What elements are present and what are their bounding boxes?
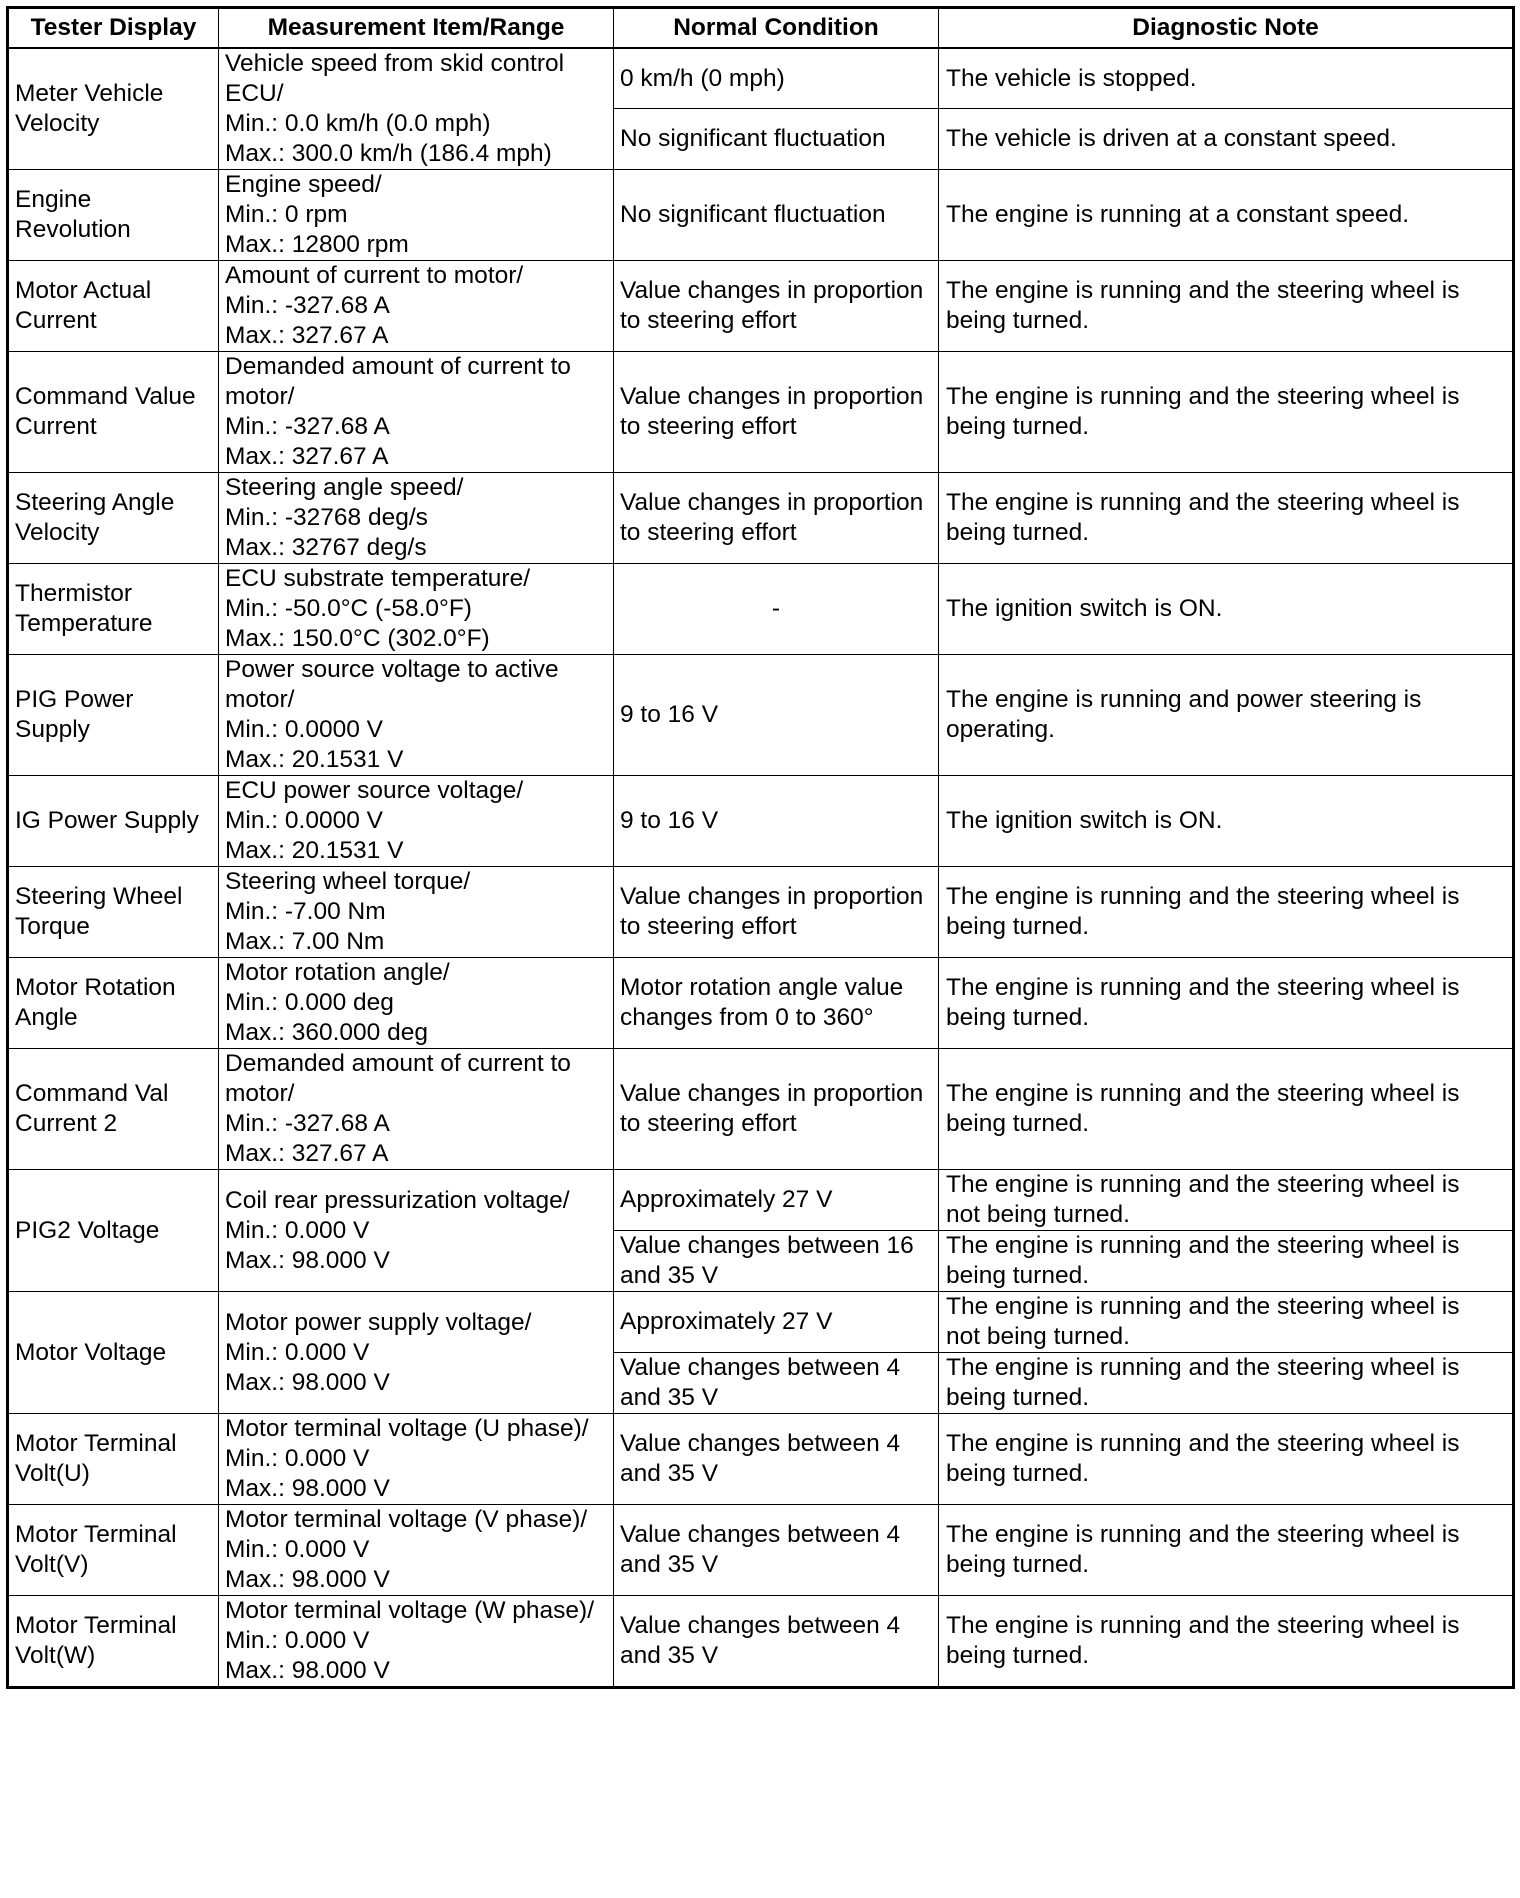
tester-display-cell: Motor Terminal Volt(W) [8, 1596, 219, 1688]
diagnostic-note-cell: The engine is running and the steering wheel is not being turned. [939, 1170, 1514, 1231]
diagnostic-note-cell: The engine is running and the steering wheel is being turned. [939, 1414, 1514, 1505]
diagnostic-note-cell: The engine is running and the steering wheel is not being turned. [939, 1292, 1514, 1353]
diagnostic-note-cell: The vehicle is stopped. [939, 48, 1514, 109]
table-row [8, 261, 1514, 352]
table-row [8, 564, 1514, 655]
measurement-range-cell: Steering angle speed/ Min.: -32768 deg/s Max.: 32767 deg/s [219, 473, 614, 564]
diagnostic-note-cell: The ignition switch is ON. [939, 564, 1514, 655]
normal-condition-cell: Value changes in proportion to steering effort [614, 352, 939, 473]
tester-display-cell: Engine Revolution [8, 170, 219, 261]
table-row [8, 473, 1514, 564]
measurement-range-cell: Motor terminal voltage (W phase)/ Min.: 0.000 V Max.: 98.000 V [219, 1596, 614, 1688]
normal-condition-cell: Value changes between 4 and 35 V [614, 1505, 939, 1596]
table-row [8, 867, 1514, 958]
tester-display-cell: Motor Rotation Angle [8, 958, 219, 1049]
table-row [8, 1414, 1514, 1505]
table-body [8, 48, 1514, 1688]
tester-display-cell: PIG2 Voltage [8, 1170, 219, 1292]
diagnostic-note-cell: The engine is running and the steering wheel is being turned. [939, 1596, 1514, 1688]
diagnostic-note-cell: The engine is running and the steering wheel is being turned. [939, 261, 1514, 352]
diagnostic-note-cell: The vehicle is driven at a constant speed. [939, 109, 1514, 170]
tester-display-cell: Steering Wheel Torque [8, 867, 219, 958]
normal-condition-cell: Value changes in proportion to steering effort [614, 473, 939, 564]
header-diagnostic-note: Diagnostic Note [939, 8, 1514, 49]
diagnostic-note-cell: The engine is running and the steering wheel is being turned. [939, 1353, 1514, 1414]
diagnostic-note-cell: The engine is running and the steering wheel is being turned. [939, 1231, 1514, 1292]
normal-condition-cell: Value changes in proportion to steering effort [614, 1049, 939, 1170]
normal-condition-cell: No significant fluctuation [614, 109, 939, 170]
diagnostic-note-cell: The engine is running and the steering wheel is being turned. [939, 352, 1514, 473]
diagnostic-note-cell: The engine is running and the steering wheel is being turned. [939, 867, 1514, 958]
tester-display-cell: Command Val Current 2 [8, 1049, 219, 1170]
tester-display-cell: Motor Terminal Volt(U) [8, 1414, 219, 1505]
header-normal-condition: Normal Condition [614, 8, 939, 49]
normal-condition-cell: Motor rotation angle value changes from 0 to 360° [614, 958, 939, 1049]
normal-condition-cell: Approximately 27 V [614, 1170, 939, 1231]
table-row [8, 655, 1514, 776]
table-row [8, 352, 1514, 473]
table-row [8, 1049, 1514, 1170]
measurement-range-cell: Coil rear pressurization voltage/ Min.: 0.000 V Max.: 98.000 V [219, 1170, 614, 1292]
normal-condition-cell: Value changes between 4 and 35 V [614, 1596, 939, 1688]
diagnostic-note-cell: The engine is running and the steering wheel is being turned. [939, 1505, 1514, 1596]
normal-condition-cell: 9 to 16 V [614, 776, 939, 867]
table-row [8, 958, 1514, 1049]
measurement-range-cell: Steering wheel torque/ Min.: -7.00 Nm Max.: 7.00 Nm [219, 867, 614, 958]
data-list-table-container [6, 6, 1512, 1689]
normal-condition-cell: Approximately 27 V [614, 1292, 939, 1353]
tester-display-cell: Command Value Current [8, 352, 219, 473]
measurement-range-cell: Engine speed/ Min.: 0 rpm Max.: 12800 rpm [219, 170, 614, 261]
diagnostic-note-cell: The engine is running at a constant speed. [939, 170, 1514, 261]
measurement-range-cell: Motor power supply voltage/ Min.: 0.000 V Max.: 98.000 V [219, 1292, 614, 1414]
normal-condition-cell: Value changes in proportion to steering effort [614, 867, 939, 958]
diagnostic-note-cell: The engine is running and the steering wheel is being turned. [939, 1049, 1514, 1170]
normal-condition-cell: - [614, 564, 939, 655]
tester-display-cell: Steering Angle Velocity [8, 473, 219, 564]
table-row [8, 1596, 1514, 1688]
measurement-range-cell: Vehicle speed from skid control ECU/ Min.: 0.0 km/h (0.0 mph) Max.: 300.0 km/h (186.4 mph) [219, 48, 614, 170]
table-row [8, 776, 1514, 867]
tester-display-cell: Motor Voltage [8, 1292, 219, 1414]
normal-condition-cell: Value changes in proportion to steering effort [614, 261, 939, 352]
diagnostic-note-cell: The ignition switch is ON. [939, 776, 1514, 867]
normal-condition-cell: 0 km/h (0 mph) [614, 48, 939, 109]
table-row [8, 1170, 1514, 1231]
measurement-range-cell: Motor terminal voltage (V phase)/ Min.: 0.000 V Max.: 98.000 V [219, 1505, 614, 1596]
measurement-range-cell: Power source voltage to active motor/ Min.: 0.0000 V Max.: 20.1531 V [219, 655, 614, 776]
table-row [8, 48, 1514, 109]
normal-condition-cell: Value changes between 4 and 35 V [614, 1414, 939, 1505]
measurement-range-cell: Amount of current to motor/ Min.: -327.68 A Max.: 327.67 A [219, 261, 614, 352]
data-list-table [6, 6, 1515, 1689]
tester-display-cell: Motor Actual Current [8, 261, 219, 352]
table-row [8, 170, 1514, 261]
tester-display-cell: IG Power Supply [8, 776, 219, 867]
table-row [8, 1505, 1514, 1596]
measurement-range-cell: Demanded amount of current to motor/ Min.: -327.68 A Max.: 327.67 A [219, 352, 614, 473]
header-tester-display: Tester Display [8, 8, 219, 49]
tester-display-cell: PIG Power Supply [8, 655, 219, 776]
tester-display-cell: Meter Vehicle Velocity [8, 48, 219, 170]
header-measurement-item: Measurement Item/Range [219, 8, 614, 49]
normal-condition-cell: Value changes between 16 and 35 V [614, 1231, 939, 1292]
diagnostic-note-cell: The engine is running and the steering wheel is being turned. [939, 473, 1514, 564]
measurement-range-cell: Motor terminal voltage (U phase)/ Min.: 0.000 V Max.: 98.000 V [219, 1414, 614, 1505]
measurement-range-cell: ECU substrate temperature/ Min.: -50.0°C (-58.0°F) Max.: 150.0°C (302.0°F) [219, 564, 614, 655]
tester-display-cell: Thermistor Temperature [8, 564, 219, 655]
header-row [8, 8, 1514, 49]
table-row [8, 1292, 1514, 1353]
diagnostic-note-cell: The engine is running and the steering wheel is being turned. [939, 958, 1514, 1049]
normal-condition-cell: 9 to 16 V [614, 655, 939, 776]
measurement-range-cell: Demanded amount of current to motor/ Min.: -327.68 A Max.: 327.67 A [219, 1049, 614, 1170]
normal-condition-cell: No significant fluctuation [614, 170, 939, 261]
diagnostic-note-cell: The engine is running and power steering is operating. [939, 655, 1514, 776]
tester-display-cell: Motor Terminal Volt(V) [8, 1505, 219, 1596]
measurement-range-cell: ECU power source voltage/ Min.: 0.0000 V Max.: 20.1531 V [219, 776, 614, 867]
normal-condition-cell: Value changes between 4 and 35 V [614, 1353, 939, 1414]
measurement-range-cell: Motor rotation angle/ Min.: 0.000 deg Max.: 360.000 deg [219, 958, 614, 1049]
